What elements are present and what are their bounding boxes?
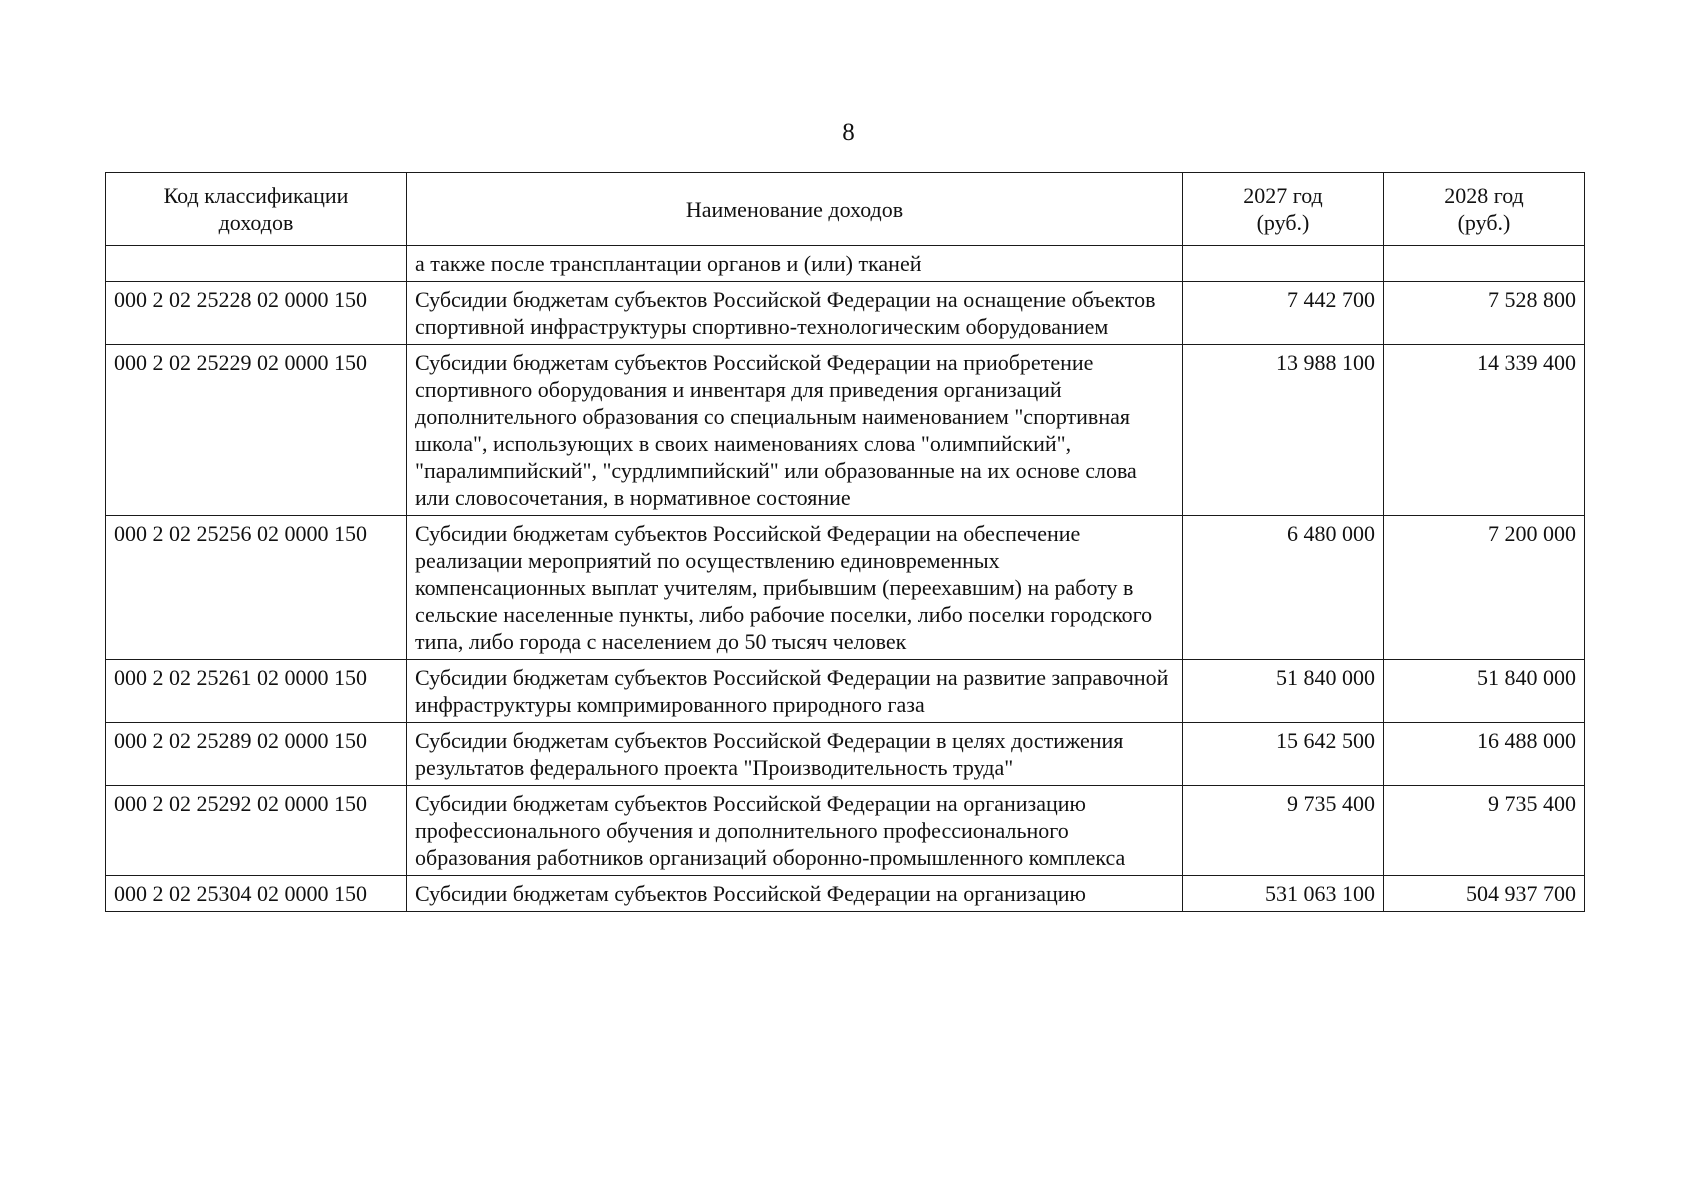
table-row	[106, 786, 1585, 876]
row-amount-2028	[1384, 246, 1585, 282]
row-amount-2027: 6 480 000	[1183, 516, 1384, 660]
header-code-line1: Код классификации	[163, 183, 349, 208]
header-code	[106, 173, 407, 246]
row-amount-2027: 9 735 400	[1183, 786, 1384, 876]
table-row	[106, 876, 1585, 912]
row-amount-2028: 16 488 000	[1384, 723, 1585, 786]
table-row	[106, 246, 1585, 282]
row-amount-2028: 9 735 400	[1384, 786, 1585, 876]
header-2028	[1384, 173, 1585, 246]
revenue-table	[105, 172, 1585, 912]
row-amount-2027: 531 063 100	[1183, 876, 1384, 912]
row-code: 000 2 02 25289 02 0000 150	[106, 723, 407, 786]
table-row	[106, 345, 1585, 516]
row-code	[106, 246, 407, 282]
row-name: Субсидии бюджетам субъектов Российской Федерации на развитие заправочной инфраструктуры компримированного природного газа	[407, 660, 1183, 723]
row-name: Субсидии бюджетам субъектов Российской Федерации на организацию профессионального обучения и дополнительного профессионального образования работников организаций оборонно-промышленного комплекса	[407, 786, 1183, 876]
row-amount-2028: 51 840 000	[1384, 660, 1585, 723]
header-2027	[1183, 173, 1384, 246]
row-name: Субсидии бюджетам субъектов Российской Федерации на оснащение объектов спортивной инфраструктуры спортивно-технологическим оборудованием	[407, 282, 1183, 345]
table-row	[106, 282, 1585, 345]
header-code-line2: доходов	[218, 210, 294, 235]
table-row	[106, 516, 1585, 660]
header-2027-line2: (руб.)	[1256, 210, 1310, 235]
row-code: 000 2 02 25304 02 0000 150	[106, 876, 407, 912]
row-code: 000 2 02 25292 02 0000 150	[106, 786, 407, 876]
row-amount-2028: 7 200 000	[1384, 516, 1585, 660]
row-name: Субсидии бюджетам субъектов Российской Федерации в целях достижения результатов федерального проекта "Производительность труда"	[407, 723, 1183, 786]
row-amount-2027	[1183, 246, 1384, 282]
row-amount-2027: 51 840 000	[1183, 660, 1384, 723]
row-amount-2027: 7 442 700	[1183, 282, 1384, 345]
row-amount-2028: 504 937 700	[1384, 876, 1585, 912]
table-row	[106, 660, 1585, 723]
table-header-row	[106, 173, 1585, 246]
row-amount-2027: 13 988 100	[1183, 345, 1384, 516]
page-number: 8	[842, 119, 855, 146]
row-amount-2027: 15 642 500	[1183, 723, 1384, 786]
row-amount-2028: 14 339 400	[1384, 345, 1585, 516]
row-name: а также после трансплантации органов и (или) тканей	[407, 246, 1183, 282]
header-name: Наименование доходов	[407, 173, 1183, 246]
header-2027-line1: 2027 год	[1243, 183, 1323, 208]
row-code: 000 2 02 25228 02 0000 150	[106, 282, 407, 345]
row-code: 000 2 02 25261 02 0000 150	[106, 660, 407, 723]
row-code: 000 2 02 25256 02 0000 150	[106, 516, 407, 660]
row-name: Субсидии бюджетам субъектов Российской Федерации на организацию	[407, 876, 1183, 912]
table-row	[106, 723, 1585, 786]
row-name: Субсидии бюджетам субъектов Российской Федерации на обеспечение реализации мероприятий по осуществлению единовременных компенсационных выплат учителям, прибывшим (переехавшим) на работу в сельские населенные пункты, либо рабочие поселки, либо поселки городского типа, либо города с населением до 50 тысяч человек	[407, 516, 1183, 660]
header-2028-line2: (руб.)	[1457, 210, 1511, 235]
row-name: Субсидии бюджетам субъектов Российской Федерации на приобретение спортивного оборудования и инвентаря для приведения организаций дополнительного образования со специальным наименованием "спортивная школа", использующих в своих наименованиях слова "олимпийский", "паралимпийский", "сурдлимпийский" или образованные на их основе слова или словосочетания, в нормативное состояние	[407, 345, 1183, 516]
row-code: 000 2 02 25229 02 0000 150	[106, 345, 407, 516]
header-2028-line1: 2028 год	[1444, 183, 1524, 208]
row-amount-2028: 7 528 800	[1384, 282, 1585, 345]
